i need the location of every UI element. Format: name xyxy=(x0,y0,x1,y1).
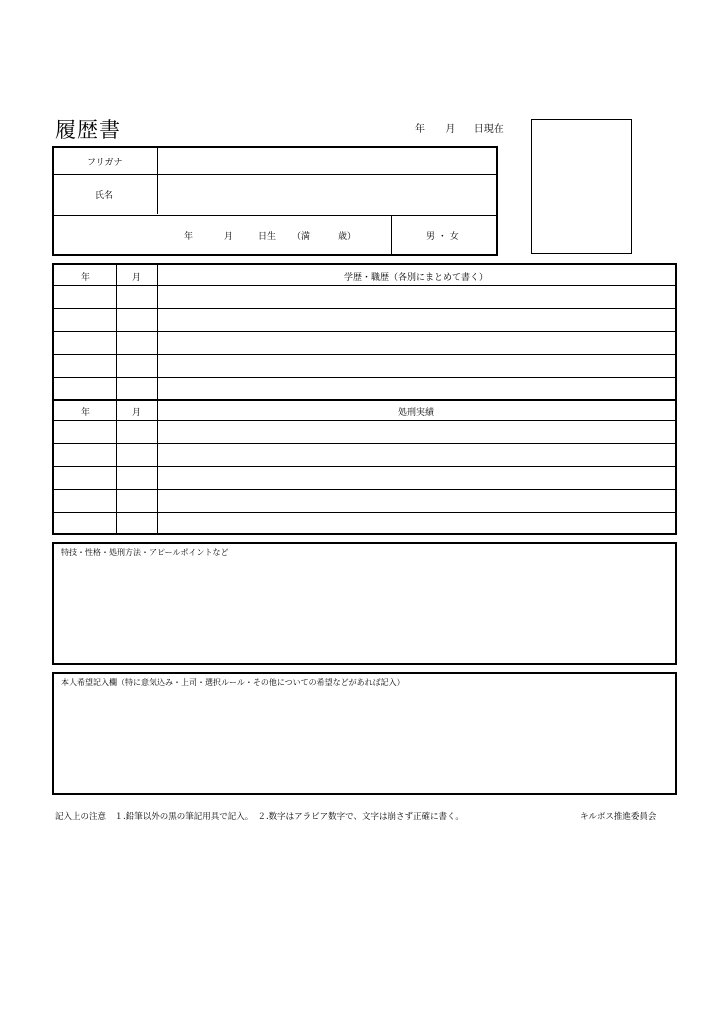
table-row[interactable] xyxy=(54,377,675,378)
career-month-header: 月 xyxy=(132,273,142,283)
furigana-field[interactable] xyxy=(158,148,496,174)
birth-day-label: 日生 xyxy=(258,232,277,242)
table-row[interactable] xyxy=(54,420,675,421)
table-row[interactable] xyxy=(54,466,675,467)
history-table xyxy=(52,263,677,535)
age-open-label: （満 xyxy=(292,232,311,242)
table-row[interactable] xyxy=(54,512,675,513)
career-year-header: 年 xyxy=(81,273,91,283)
birth-month-label: 月 xyxy=(224,232,234,242)
page-title: 履歴書 xyxy=(55,118,121,142)
photo-box[interactable] xyxy=(531,119,632,254)
profile-box xyxy=(52,146,498,256)
table-row[interactable] xyxy=(54,489,675,490)
footer-notes: 記入上の注意 １.鉛筆以外の黒の筆記用具で記入。 ２.数字はアラビア数字で、文字は崩さず正確に書く。 xyxy=(55,812,464,822)
birth-year-label: 年 xyxy=(184,232,194,242)
table-row[interactable] xyxy=(54,308,675,309)
age-close-label: 歳） xyxy=(338,232,357,242)
gender-divider xyxy=(391,215,392,254)
date-month-label: 月 xyxy=(445,124,456,135)
wishes-label: 本人希望記入欄（特に意気込み・上司・選択ルール・その他についての希望などがあれば記入） xyxy=(61,678,405,687)
name-label: 氏名 xyxy=(95,191,114,201)
date-line xyxy=(415,120,504,135)
furigana-label: フリガナ xyxy=(87,158,123,168)
skills-box[interactable] xyxy=(52,542,677,665)
date-suffix-label: 日現在 xyxy=(473,124,504,135)
career-header: 学歴・職歴（各別にまとめて書く） xyxy=(343,273,488,283)
birthdate-field[interactable] xyxy=(54,216,391,254)
record-month-header: 月 xyxy=(132,408,142,418)
table-row[interactable] xyxy=(54,331,675,332)
footer-organization: キルボス推進委員会 xyxy=(580,812,657,822)
table-row[interactable] xyxy=(54,443,675,444)
wishes-box[interactable] xyxy=(52,672,677,795)
record-header: 処刑実績 xyxy=(397,408,434,418)
record-year-header: 年 xyxy=(81,408,91,418)
table-row[interactable] xyxy=(54,354,675,355)
section-divider xyxy=(54,399,675,401)
table-row[interactable] xyxy=(54,285,675,286)
name-field[interactable] xyxy=(158,175,496,215)
gender-label[interactable]: 男 ・ 女 xyxy=(426,232,459,242)
date-year-label: 年 xyxy=(415,124,425,135)
skills-label: 特技・性格・処刑方法・アピールポイントなど xyxy=(61,548,229,557)
